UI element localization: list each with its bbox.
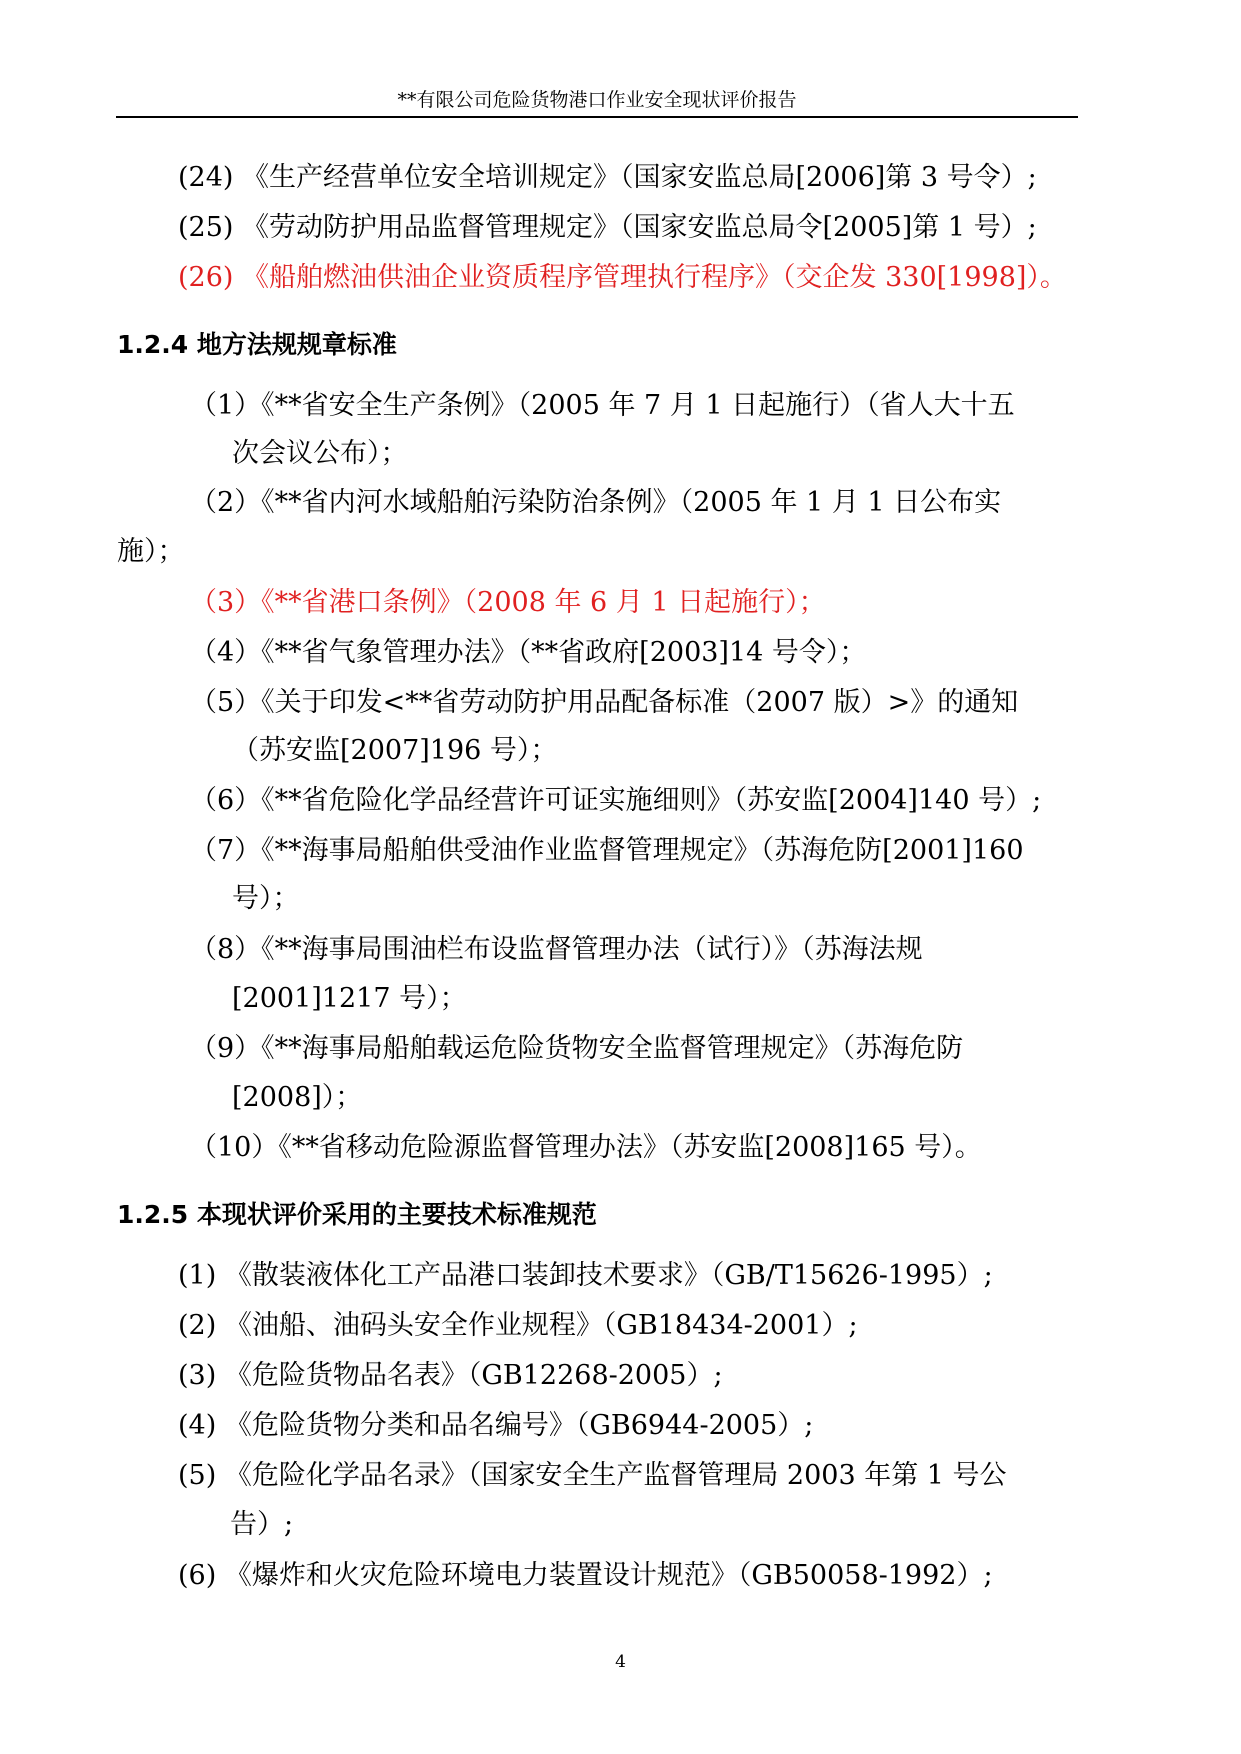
list-item: （3）《**省港口条例》（2008 年 6 月 1 日起施行）； [190, 587, 826, 618]
list-item: (4) 《危险货物分类和品名编号》（GB6944-2005）; [178, 1410, 814, 1441]
list-item: （5）《关于印发<**省劳动防护用品配备标准（2007 版）>》的通知 [190, 687, 1019, 718]
list-item: （7）《**海事局船舶供受油作业监督管理规定》（苏海危防[2001]160 [190, 835, 1024, 866]
list-item: (1) 《散装液体化工产品港口装卸技术要求》（GB/T15626-1995）; [178, 1260, 993, 1291]
page-number: 4 [615, 1652, 626, 1672]
page-header [116, 84, 1078, 118]
list-item-continuation: 告）; [230, 1509, 294, 1540]
list-item: （8）《**海事局围油栏布设监督管理办法（试行）》（苏海法规 [190, 934, 923, 965]
list-item: （9）《**海事局船舶载运危险货物安全监督管理规定》（苏海危防 [190, 1033, 964, 1064]
list-item: (25) 《劳动防护用品监督管理规定》（国家安监总局令[2005]第 1 号）; [178, 212, 1037, 243]
list-item: (5) 《危险化学品名录》（国家安全生产监督管理局 2003 年第 1 号公 [178, 1460, 1007, 1491]
list-item-continuation: 号）； [232, 883, 300, 914]
list-item: (6) 《爆炸和火灾危险环境电力装置设计规范》（GB50058-1992）; [178, 1560, 993, 1591]
list-item: (3) 《危险货物品名表》（GB12268-2005）; [178, 1360, 723, 1391]
list-item: (26) 《船舶燃油供油企业资质程序管理执行程序》（交企发 330[1998]）。 [178, 262, 1067, 293]
list-item: （6）《**省危险化学品经营许可证实施细则》（苏安监[2004]140 号）; [190, 785, 1042, 816]
list-item-continuation: 施）； [117, 536, 185, 567]
list-item-continuation: 次会议公布）； [232, 438, 408, 469]
list-item: （2）《**省内河水域船舶污染防治条例》（2005 年 1 月 1 日公布实 [190, 487, 1002, 518]
list-item: （1）《**省安全生产条例》（2005 年 7 月 1 日起施行）（省人大十五 [190, 390, 1015, 421]
section-heading: 1.2.4 地方法规规章标准 [117, 330, 397, 359]
list-item: (2) 《油船、油码头安全作业规程》（GB18434-2001）; [178, 1310, 858, 1341]
list-item: (24) 《生产经营单位安全培训规定》（国家安监总局[2006]第 3 号令）; [178, 162, 1037, 193]
header-title: **有限公司危险货物港口作业安全现状评价报告 [397, 89, 797, 111]
list-item-continuation: [2001]1217 号）； [232, 983, 467, 1014]
list-item-continuation: （苏安监[2007]196 号）； [232, 735, 558, 766]
list-item: （10）《**省移动危险源监督管理办法》（苏安监[2008]165 号）。 [190, 1132, 982, 1163]
list-item-continuation: [2008]）； [232, 1082, 363, 1113]
section-heading: 1.2.5 本现状评价采用的主要技术标准规范 [117, 1200, 597, 1229]
list-item: （4）《**省气象管理办法》（**省政府[2003]14 号令）； [190, 637, 867, 668]
